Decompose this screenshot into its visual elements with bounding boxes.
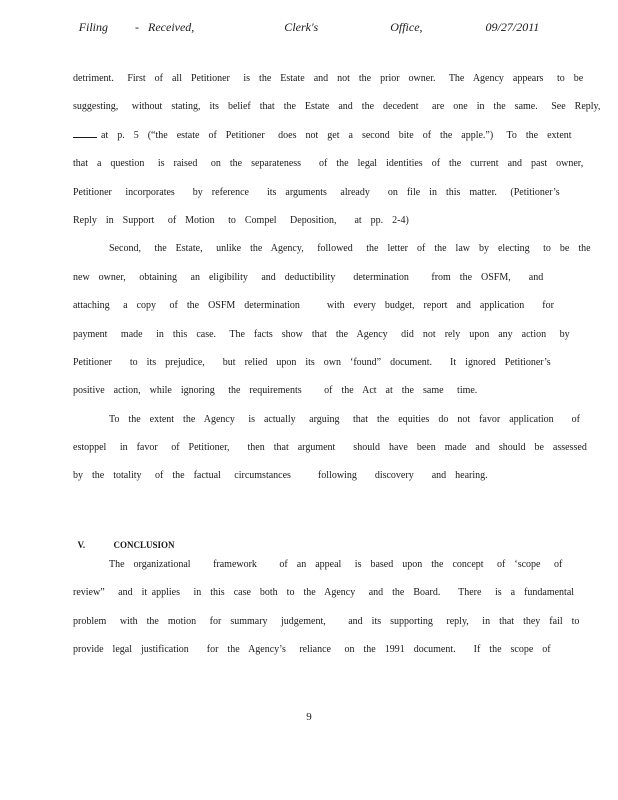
text-line: The organizational framework of an appeal is based upon the concept of ‘scope of	[109, 559, 563, 570]
text-line: that a question is raised on the separateness of the legal identities of the current and past owner,	[73, 158, 584, 170]
text-line: Petitioner incorporates by reference its arguments already on file in this matter. (Petitioner’s	[73, 186, 560, 198]
conclusion-text	[73, 556, 580, 670]
text-line: detriment. First of all Petitioner is the Estate and not the prior owner. The Agency appears to be	[73, 73, 584, 84]
section-title: CONCLUSION	[113, 540, 175, 550]
text-line: estoppel in favor of Petitioner, then that argument should have been made and should be assessed	[73, 442, 587, 454]
text-line: payment made in this case. The facts show that the Agency did not rely upon any action by	[73, 328, 570, 340]
text-line: suggesting, without stating, its belief that the Estate and the decedent are one in the same. See Reply,	[73, 101, 601, 113]
blank-underline	[73, 128, 97, 138]
body-text	[73, 70, 601, 496]
text-line: attaching a copy of the OSFM determination with every budget, report and application for	[73, 300, 554, 312]
text-line: positive action, while ignoring the requirements of the Act at the same time.	[73, 385, 478, 397]
section-number: V.	[77, 540, 86, 550]
text-line: Reply in Support of Motion to Compel Deposition, at pp. 2-4)	[73, 214, 409, 226]
page-number: 9	[306, 711, 312, 723]
text-line: review” and it applies in this case both to the Agency and the Board. There is a fundamental	[73, 587, 575, 599]
text-line: Petitioner to its prejudice, but relied upon its own ‘found” document. It ignored Petitioner’s	[73, 356, 551, 368]
text-line: at p. 5 (“the estate of Petitioner does not get a second bite of the apple.”) To the extent	[101, 129, 572, 141]
text-line: provide legal justification for the Agency’s reliance on the 1991 document. If the scope of	[73, 644, 551, 656]
text-line: problem with the motion for summary judgement, and its supporting reply, in that they fail to	[73, 615, 580, 627]
filing-header: Filing - Received, Clerk's Office, 09/27/2011	[78, 20, 540, 34]
text-line: Second, the Estate, unlike the Agency, followed the letter of the law by electing to be the	[109, 243, 591, 255]
section-heading	[73, 530, 175, 550]
text-line: new owner, obtaining an eligibility and deductibility determination from the OSFM, and	[73, 271, 544, 283]
text-line: To the extent the Agency is actually arguing that the equities do not favor application of	[109, 413, 580, 425]
text-line: by the totality of the factual circumstances following discovery and hearing.	[73, 470, 488, 482]
text-line-with-blank	[73, 127, 572, 155]
